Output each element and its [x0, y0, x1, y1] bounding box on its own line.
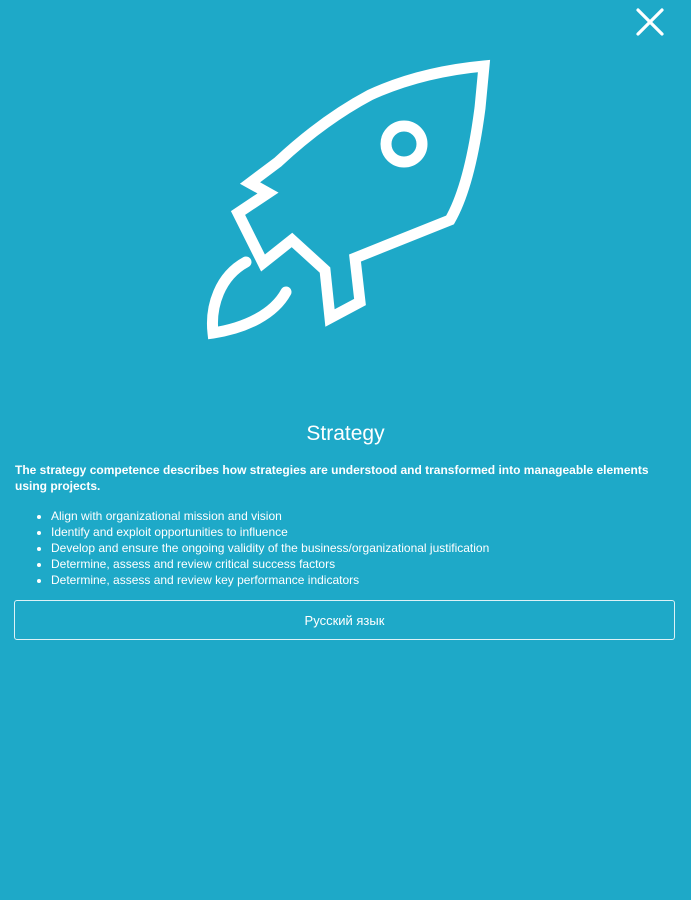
- list-item: • Develop and ensure the ongoing validity of the business/organizational justification: [51, 540, 671, 556]
- list-item: • Identify and exploit opportunities to influence: [51, 524, 671, 540]
- bullet-list: [34, 508, 671, 588]
- list-item: • Align with organizational mission and vision: [51, 508, 671, 524]
- list-item: • Determine, assess and review key performance indicators: [51, 572, 671, 588]
- close-button[interactable]: [628, 2, 672, 42]
- page-title: Strategy: [306, 422, 385, 445]
- language-button[interactable]: Русский язык: [14, 600, 675, 640]
- list-item: • Determine, assess and review critical success factors: [51, 556, 671, 572]
- rocket-icon: [195, 55, 505, 345]
- close-icon: [628, 2, 672, 42]
- competence-description: The strategy competence describes how strategies are understood and transformed into manageable elements using projects.: [15, 463, 649, 493]
